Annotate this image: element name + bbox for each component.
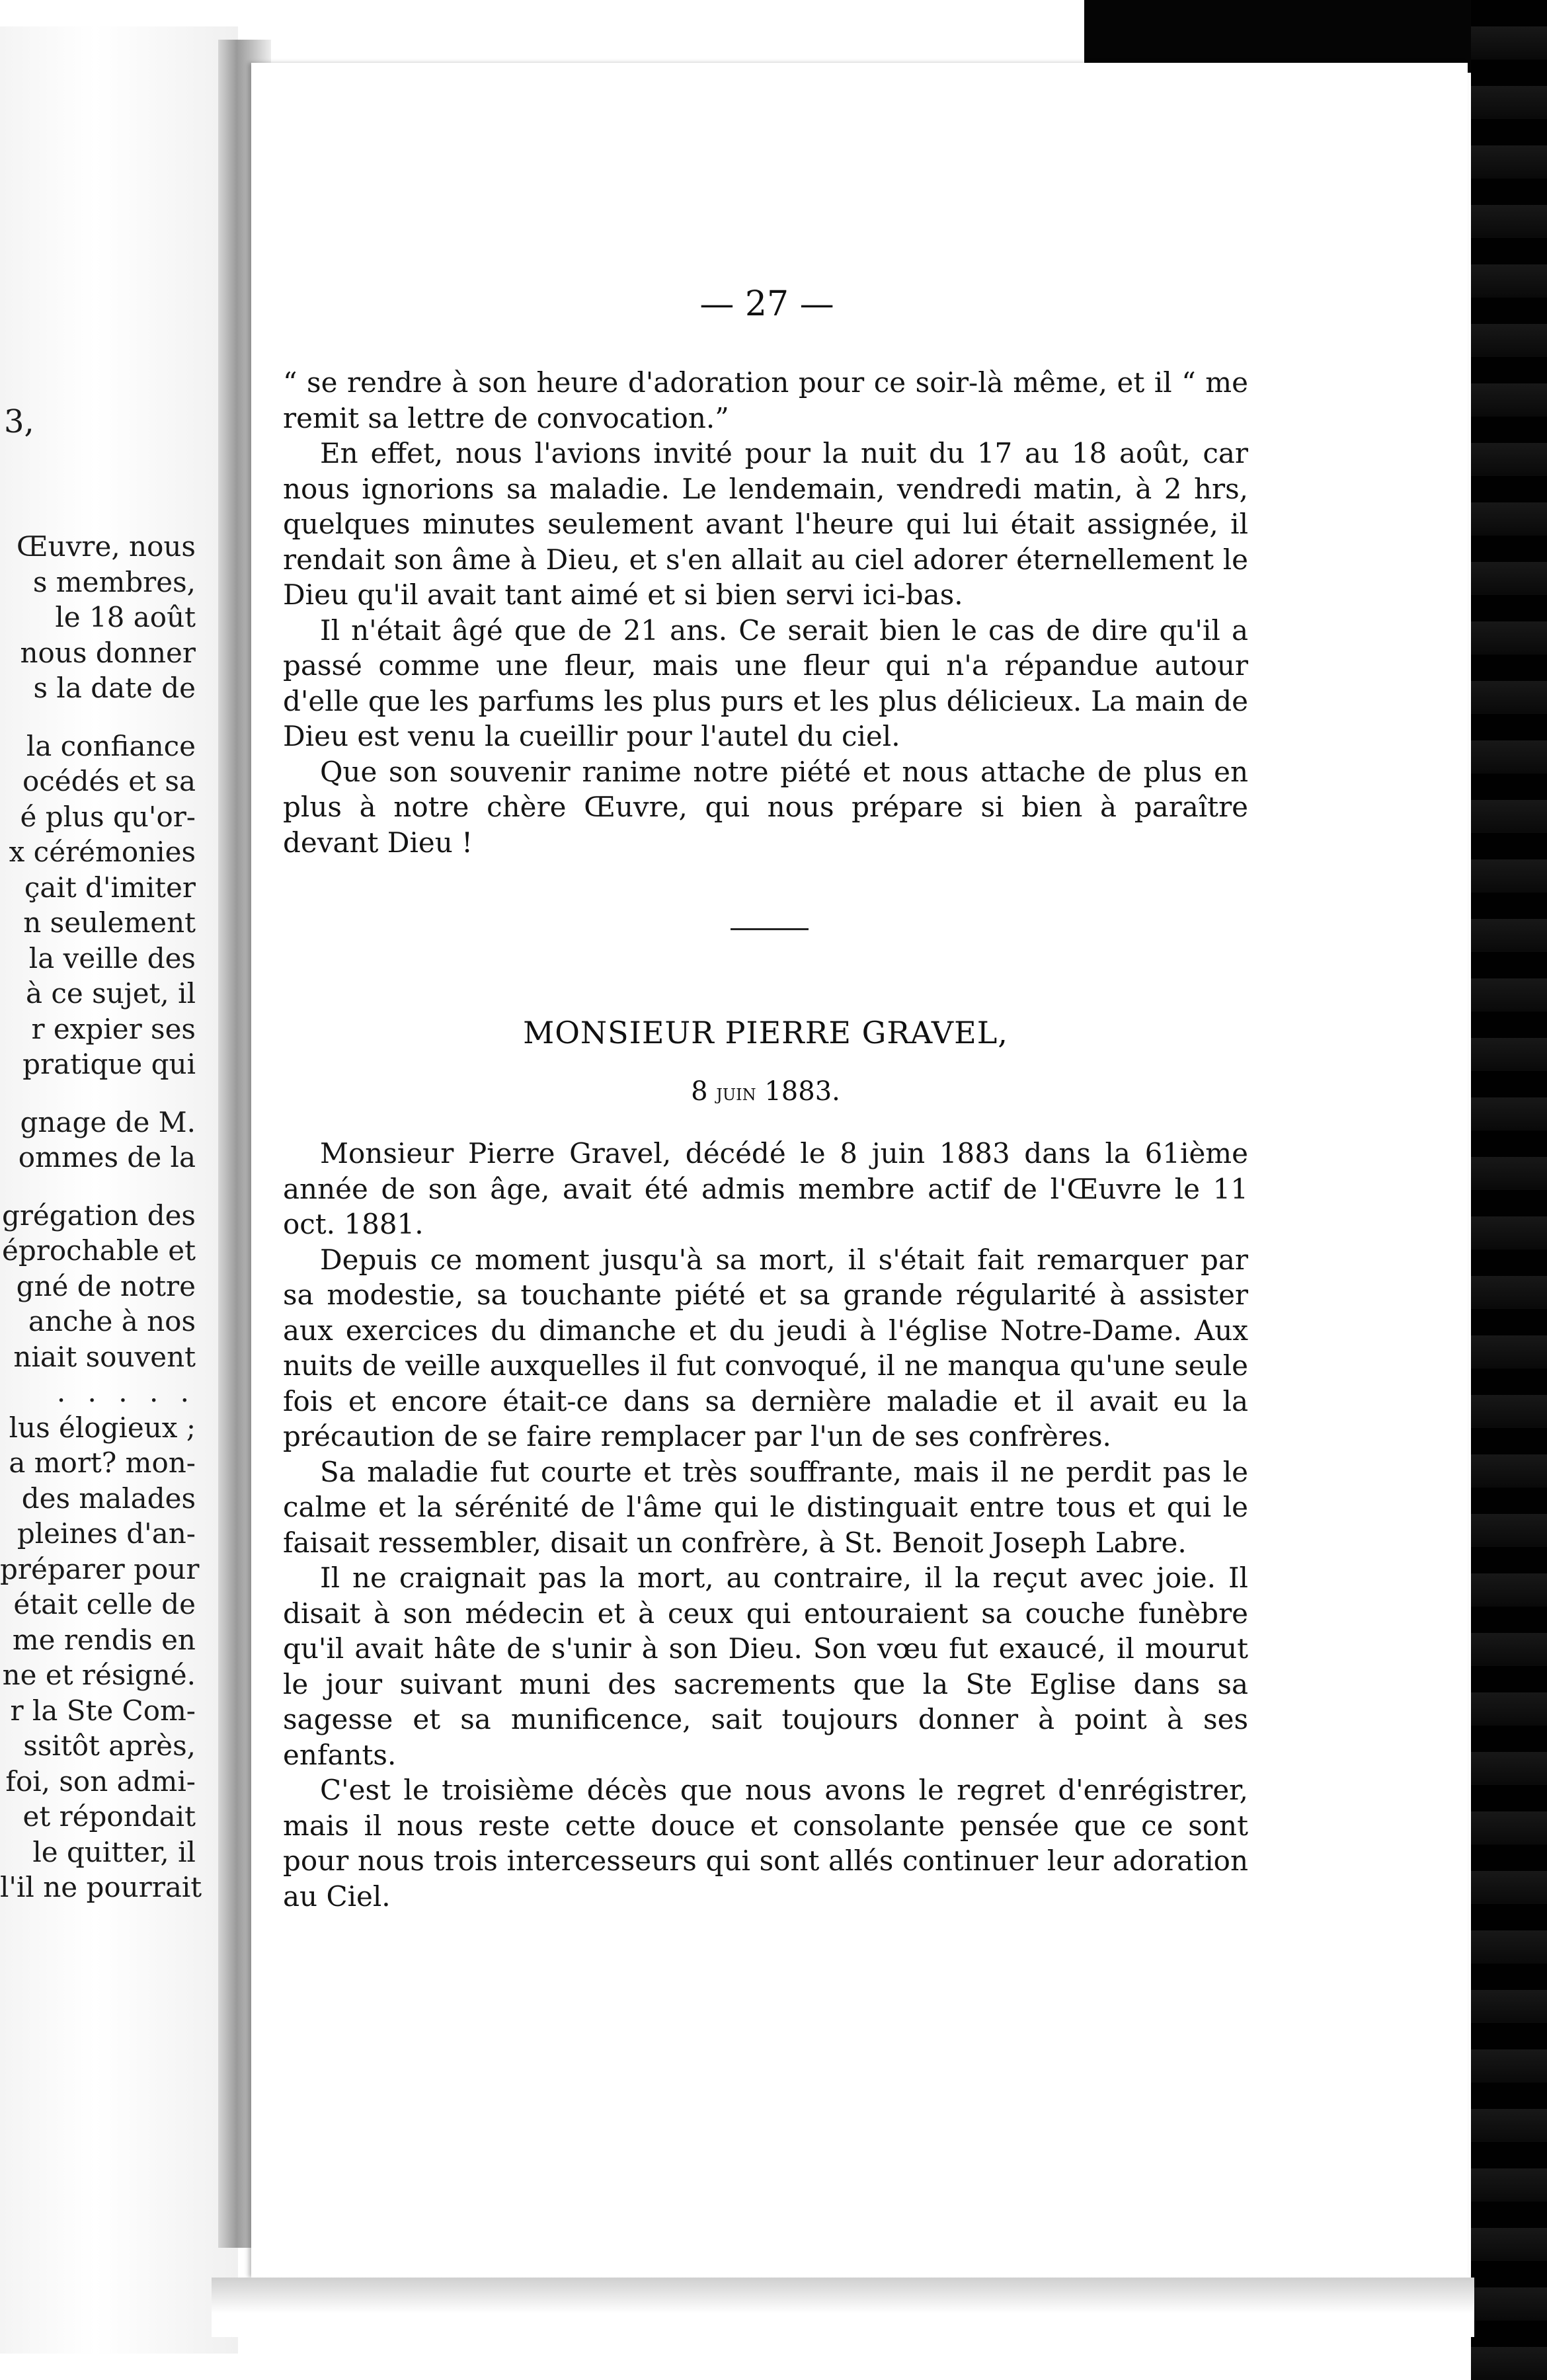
facing-page-line: s la date de: [33, 672, 196, 704]
facing-page-line: ssitôt après,: [23, 1729, 196, 1762]
facing-page-line: r la Ste Com-: [10, 1694, 196, 1727]
paragraph: Monsieur Pierre Gravel, décédé le 8 juin 1883 dans la 61ième année de son âge, avait été admis membre actif de l'Œuvre le 11 oct. 1881.: [283, 1137, 1248, 1240]
date-month: juin: [716, 1080, 756, 1106]
facing-page-line: l'il ne pourrait: [0, 1871, 202, 1903]
facing-page-line: . . . . .: [56, 1376, 196, 1408]
obituary-date: [283, 1076, 1248, 1107]
facing-page-line: ne et résigné.: [2, 1659, 196, 1691]
page-number: — 27 —: [699, 284, 834, 324]
paragraph: Il n'était âgé que de 21 ans. Ce serait bien le cas de dire qu'il a passé comme une fleur, mais une fleur qui n'a répandue autour d'elle que les parfums les plus purs et les plus délicieux. La main de Dieu est venu la cueillir pour l'autel du ciel.: [283, 614, 1248, 752]
facing-page-line: était celle de: [13, 1588, 196, 1620]
facing-page-line: niait souvent: [13, 1340, 196, 1373]
facing-page-line: x cérémonies: [9, 836, 196, 868]
paragraph: Il ne craignait pas la mort, au contraire, il la reçut avec joie. Il disait à son médecin et à ceux qui entouraient sa couche funèbre qu'il avait hâte de s'unir à son Dieu. Son vœu fut exaucé, il mourut le jour suivant muni des sacrements que la Ste Eglise dans sa sagesse et sa munificence, sait toujours donner à point à ses enfants.: [283, 1562, 1248, 1771]
facing-page-line: Œuvre, nous: [16, 530, 196, 563]
facing-page-line: la veille des: [28, 941, 196, 974]
line-gap: [0, 706, 196, 729]
facing-page-line: pleines d'an-: [17, 1517, 196, 1550]
paragraph: “ se rendre à son heure d'adoration pour ce soir-là même, et il “ me remit sa lettre de convocation.”: [283, 366, 1248, 434]
facing-page-line: gnage de M.: [20, 1105, 196, 1138]
facing-page-line: gné de notre: [16, 1269, 196, 1302]
facing-page-line: lus élogieux ;: [9, 1411, 196, 1444]
facing-page-line: n seulement: [23, 906, 196, 939]
facing-page-line: la confiance: [26, 729, 196, 762]
paragraph: En effet, nous l'avions invité pour la nuit du 17 au 18 août, car nous ignorions sa maladie. Le lendemain, vendredi matin, à 2 hrs, quelques minutes seulement avant l'heure qui lui était assignée, il rendait son âme à Dieu, et s'en allait au ciel adorer éternellement le Dieu qu'il avait tant aimé et si bien servi ici-bas.: [283, 437, 1248, 611]
line-gap: [0, 1175, 196, 1198]
paragraph: Sa maladie fut courte et très souffrante, mais il ne perdit pas le calme et la sérénité de l'âme qui le distinguait entre tous et qui le faisait ressembler, disait un confrère, à St. Benoit Joseph Labre.: [283, 1455, 1248, 1559]
facing-page-line: préparer pour: [0, 1552, 200, 1585]
facing-page-line: et répondait: [22, 1800, 196, 1833]
facing-page-line: des malades: [21, 1482, 196, 1515]
facing-page-line: me rendis en: [12, 1623, 196, 1656]
section-1-text: [283, 365, 1248, 860]
facing-page-line: ommes de la: [18, 1141, 196, 1173]
section-2-text: [283, 1136, 1248, 1914]
facing-page-line: foi, son admi-: [5, 1765, 196, 1798]
facing-page-line: océdés et sa: [22, 765, 196, 797]
facing-page-line: grégation des: [1, 1199, 196, 1232]
facing-page-line: à ce sujet, il: [25, 977, 196, 1010]
section-divider: [731, 928, 809, 930]
facing-page-text: [0, 529, 202, 1905]
facing-page-line: r expier ses: [31, 1012, 196, 1045]
facing-page-line: pratique qui: [22, 1048, 196, 1080]
paragraph: Que son souvenir ranime notre piété et nous attache de plus en plus à notre chère Œuvre, qui nous prépare si bien à paraître devant Dieu !: [283, 755, 1248, 859]
paragraph: Depuis ce moment jusqu'à sa mort, il s'était fait remarquer par sa modestie, sa touchante piété et sa grande régularité à assister aux exercices du dimanche et du jeudi à l'église Notre-Dame. Aux nuits de veille auxquelles il fut convoqué, il ne manqua qu'une seule fois et encore était-ce dans sa dernière maladie et il avait eu la précaution de se faire remplacer par l'un de ses confrères.: [283, 1243, 1248, 1452]
facing-page-line: le 18 août: [55, 601, 196, 633]
obituary-heading: MONSIEUR PIERRE GRAVEL,: [523, 1015, 1008, 1051]
facing-page-mark: 3,: [4, 403, 34, 440]
facing-page-line: s membres,: [32, 565, 196, 598]
date-day: 8: [691, 1076, 708, 1107]
facing-page-line: nous donner: [20, 636, 196, 669]
facing-page-line: é plus qu'or-: [20, 800, 196, 833]
facing-page-line: çait d'imiter: [24, 871, 196, 904]
date-year: 1883.: [764, 1076, 840, 1107]
facing-page-line: anche à nos: [28, 1305, 196, 1337]
paragraph: C'est le troisième décès que nous avons le regret d'enrégistrer, mais il nous reste cette douce et consolante pensée que ce sont pour nous trois intercesseurs qui sont allés continuer leur adoration au Ciel.: [283, 1774, 1248, 1913]
line-gap: [0, 1082, 196, 1105]
scan-border-texture: [1471, 0, 1547, 2380]
page-bottom-edge: [212, 2278, 1474, 2337]
facing-page-line: a mort? mon-: [9, 1447, 196, 1479]
facing-page-line: éprochable et: [2, 1234, 196, 1267]
facing-page-line: le quitter, il: [32, 1835, 196, 1868]
facing-page: [0, 26, 238, 2354]
